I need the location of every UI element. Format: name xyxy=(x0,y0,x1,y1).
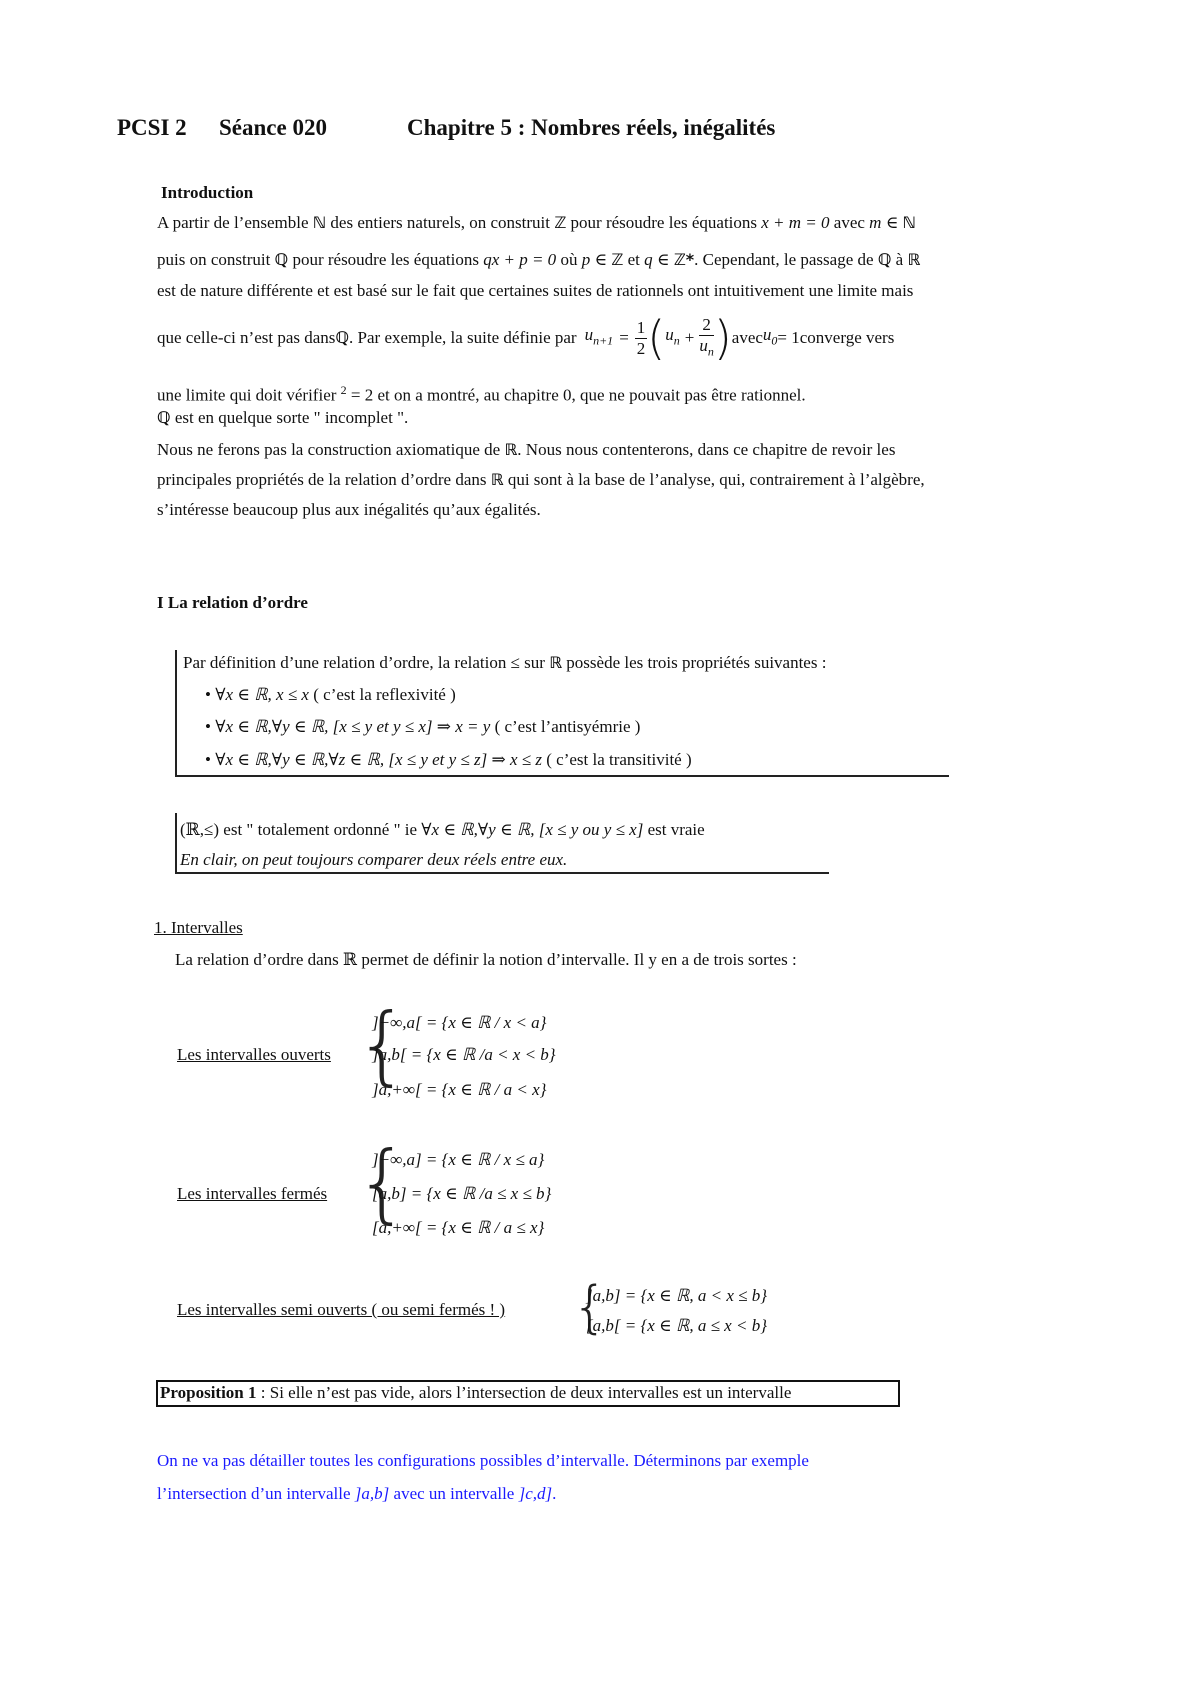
intro-line-7: Nous ne ferons pas la construction axiomatique de ℝ. Nous nous contenterons, dans ce chapitre de revoir les xyxy=(157,440,896,459)
bullet-icon: • xyxy=(205,685,216,704)
header-class: PCSI 2 xyxy=(117,115,187,140)
intro-line-5: une limite qui doit vérifier $^2$ = 2 et on a montré, au chapitre 0, que ne pouvait pas être rationnel. xyxy=(157,383,806,405)
open-interval-1: ]−∞,a[ = {x ∈ ℝ / x < a} xyxy=(372,1013,547,1032)
bullet-icon: • xyxy=(205,717,216,736)
paren-open: ( xyxy=(647,311,666,365)
intervals-intro: La relation d’ordre dans ℝ permet de définir la notion d’intervalle. Il y en a de trois sortes : xyxy=(175,950,797,969)
fraction-two-over-un: $\frac{2}{u_n}$ xyxy=(699,314,714,359)
total-order-line: (ℝ,≤) est " totalement ordonné " ie ∀x ∈ ℝ,∀y ∈ ℝ, [x ≤ y ou y ≤ x] est vraie xyxy=(180,820,705,839)
intervals-title: 1. Intervalles xyxy=(154,918,243,937)
section-title: I La relation d’ordre xyxy=(157,593,308,612)
fraction-one-half: $\frac{1}{2}$ xyxy=(636,317,646,358)
intro-line-8: principales propriétés de la relation d’ordre dans ℝ qui sont à la base de l’analyse, qui, contrairement à l’algèbre, xyxy=(157,470,925,489)
closed-intervals-label: Les intervalles fermés xyxy=(177,1184,328,1203)
header-chapter: Chapitre 5 : Nombres réels, inégalités xyxy=(407,115,776,140)
definition-intro: Par définition d’une relation d’ordre, la relation ≤ sur ℝ possède les trois propriétés suivantes : xyxy=(183,653,827,672)
open-interval-3: ]a,+∞[ = {x ∈ ℝ / a < x} xyxy=(372,1080,547,1099)
paren-close: ) xyxy=(713,311,732,365)
open-intervals-label: Les intervalles ouverts xyxy=(177,1045,331,1064)
semi-intervals-label: Les intervalles semi ouverts ( ou semi fermés ! ) xyxy=(177,1300,506,1319)
closed-interval-2: [a,b] = {x ∈ ℝ /a ≤ x ≤ b} xyxy=(372,1184,552,1203)
semi-interval-1: ]a,b] = {x ∈ ℝ, a < x ≤ b} xyxy=(586,1286,767,1305)
intro-line-9: s’intéresse beaucoup plus aux inégalités qu’aux égalités. xyxy=(157,500,541,519)
note-line-1: On ne va pas détailler toutes les configurations possibles d’intervalle. Déterminons par exemple xyxy=(157,1451,809,1470)
header-session: Séance 020 xyxy=(219,115,327,140)
intro-line-2: puis on construit ℚ pour résoudre les équations qx + p = 0 où p ∈ ℤ et q ∈ ℤ*. Cependant, le passage de ℚ à ℝ xyxy=(157,250,921,269)
brace-open: { xyxy=(355,995,410,1095)
closed-interval-1: ]−∞,a] = {x ∈ ℝ / x ≤ a} xyxy=(372,1150,545,1169)
intro-line-3: est de nature différente et est basé sur le fait que certaines suites de rationnels ont intuitivement une limite mais xyxy=(157,281,914,300)
intro-line-1: A partir de l’ensemble ℕ des entiers naturels, on construit ℤ pour résoudre les équations x + m = 0 avec m ∈ ℕ xyxy=(157,213,916,232)
brace-semi: { xyxy=(572,1275,608,1340)
property-reflexive: • ∀x ∈ ℝ, x ≤ x ( c’est la reflexivité ) xyxy=(205,685,456,704)
brace-closed: { xyxy=(355,1133,410,1233)
intro-line-6: ℚ est en quelque sorte " incomplet ". xyxy=(157,408,409,427)
closed-interval-3: [a,+∞[ = {x ∈ ℝ / a ≤ x} xyxy=(372,1218,545,1237)
proposition-1: Proposition 1 : Si elle n’est pas vide, alors l’intersection de deux intervalles est un intervalle xyxy=(160,1383,792,1402)
note-line-2: l’intersection d’un intervalle ]a,b] avec un intervalle ]c,d]. xyxy=(157,1484,557,1503)
semi-interval-2: [a,b[ = {x ∈ ℝ, a ≤ x < b} xyxy=(586,1316,767,1335)
bullet-icon: • xyxy=(205,750,216,769)
property-antisymmetric: • ∀x ∈ ℝ,∀y ∈ ℝ, [x ≤ y et y ≤ x] ⇒ x = y ( c’est l’antisyémrie ) xyxy=(205,717,641,736)
open-interval-2: ]a,b[ = {x ∈ ℝ /a < x < b} xyxy=(372,1045,556,1064)
property-transitive: • ∀x ∈ ℝ,∀y ∈ ℝ,∀z ∈ ℝ, [x ≤ y et y ≤ z] ⇒ x ≤ z ( c’est la transitivité ) xyxy=(205,750,692,769)
total-order-note: En clair, on peut toujours comparer deux réels entre eux. xyxy=(180,850,568,869)
intro-title: Introduction xyxy=(161,183,254,202)
intro-line-4: que celle-ci n’est pas dans ℚ . Par exemple, la suite définie par $u_{n+1}$ = $\frac{1}{2}$ ( $u_n$ + $\frac{2}{u_n}$ ) avec $u_0$ = 1 converge vers xyxy=(157,311,895,365)
